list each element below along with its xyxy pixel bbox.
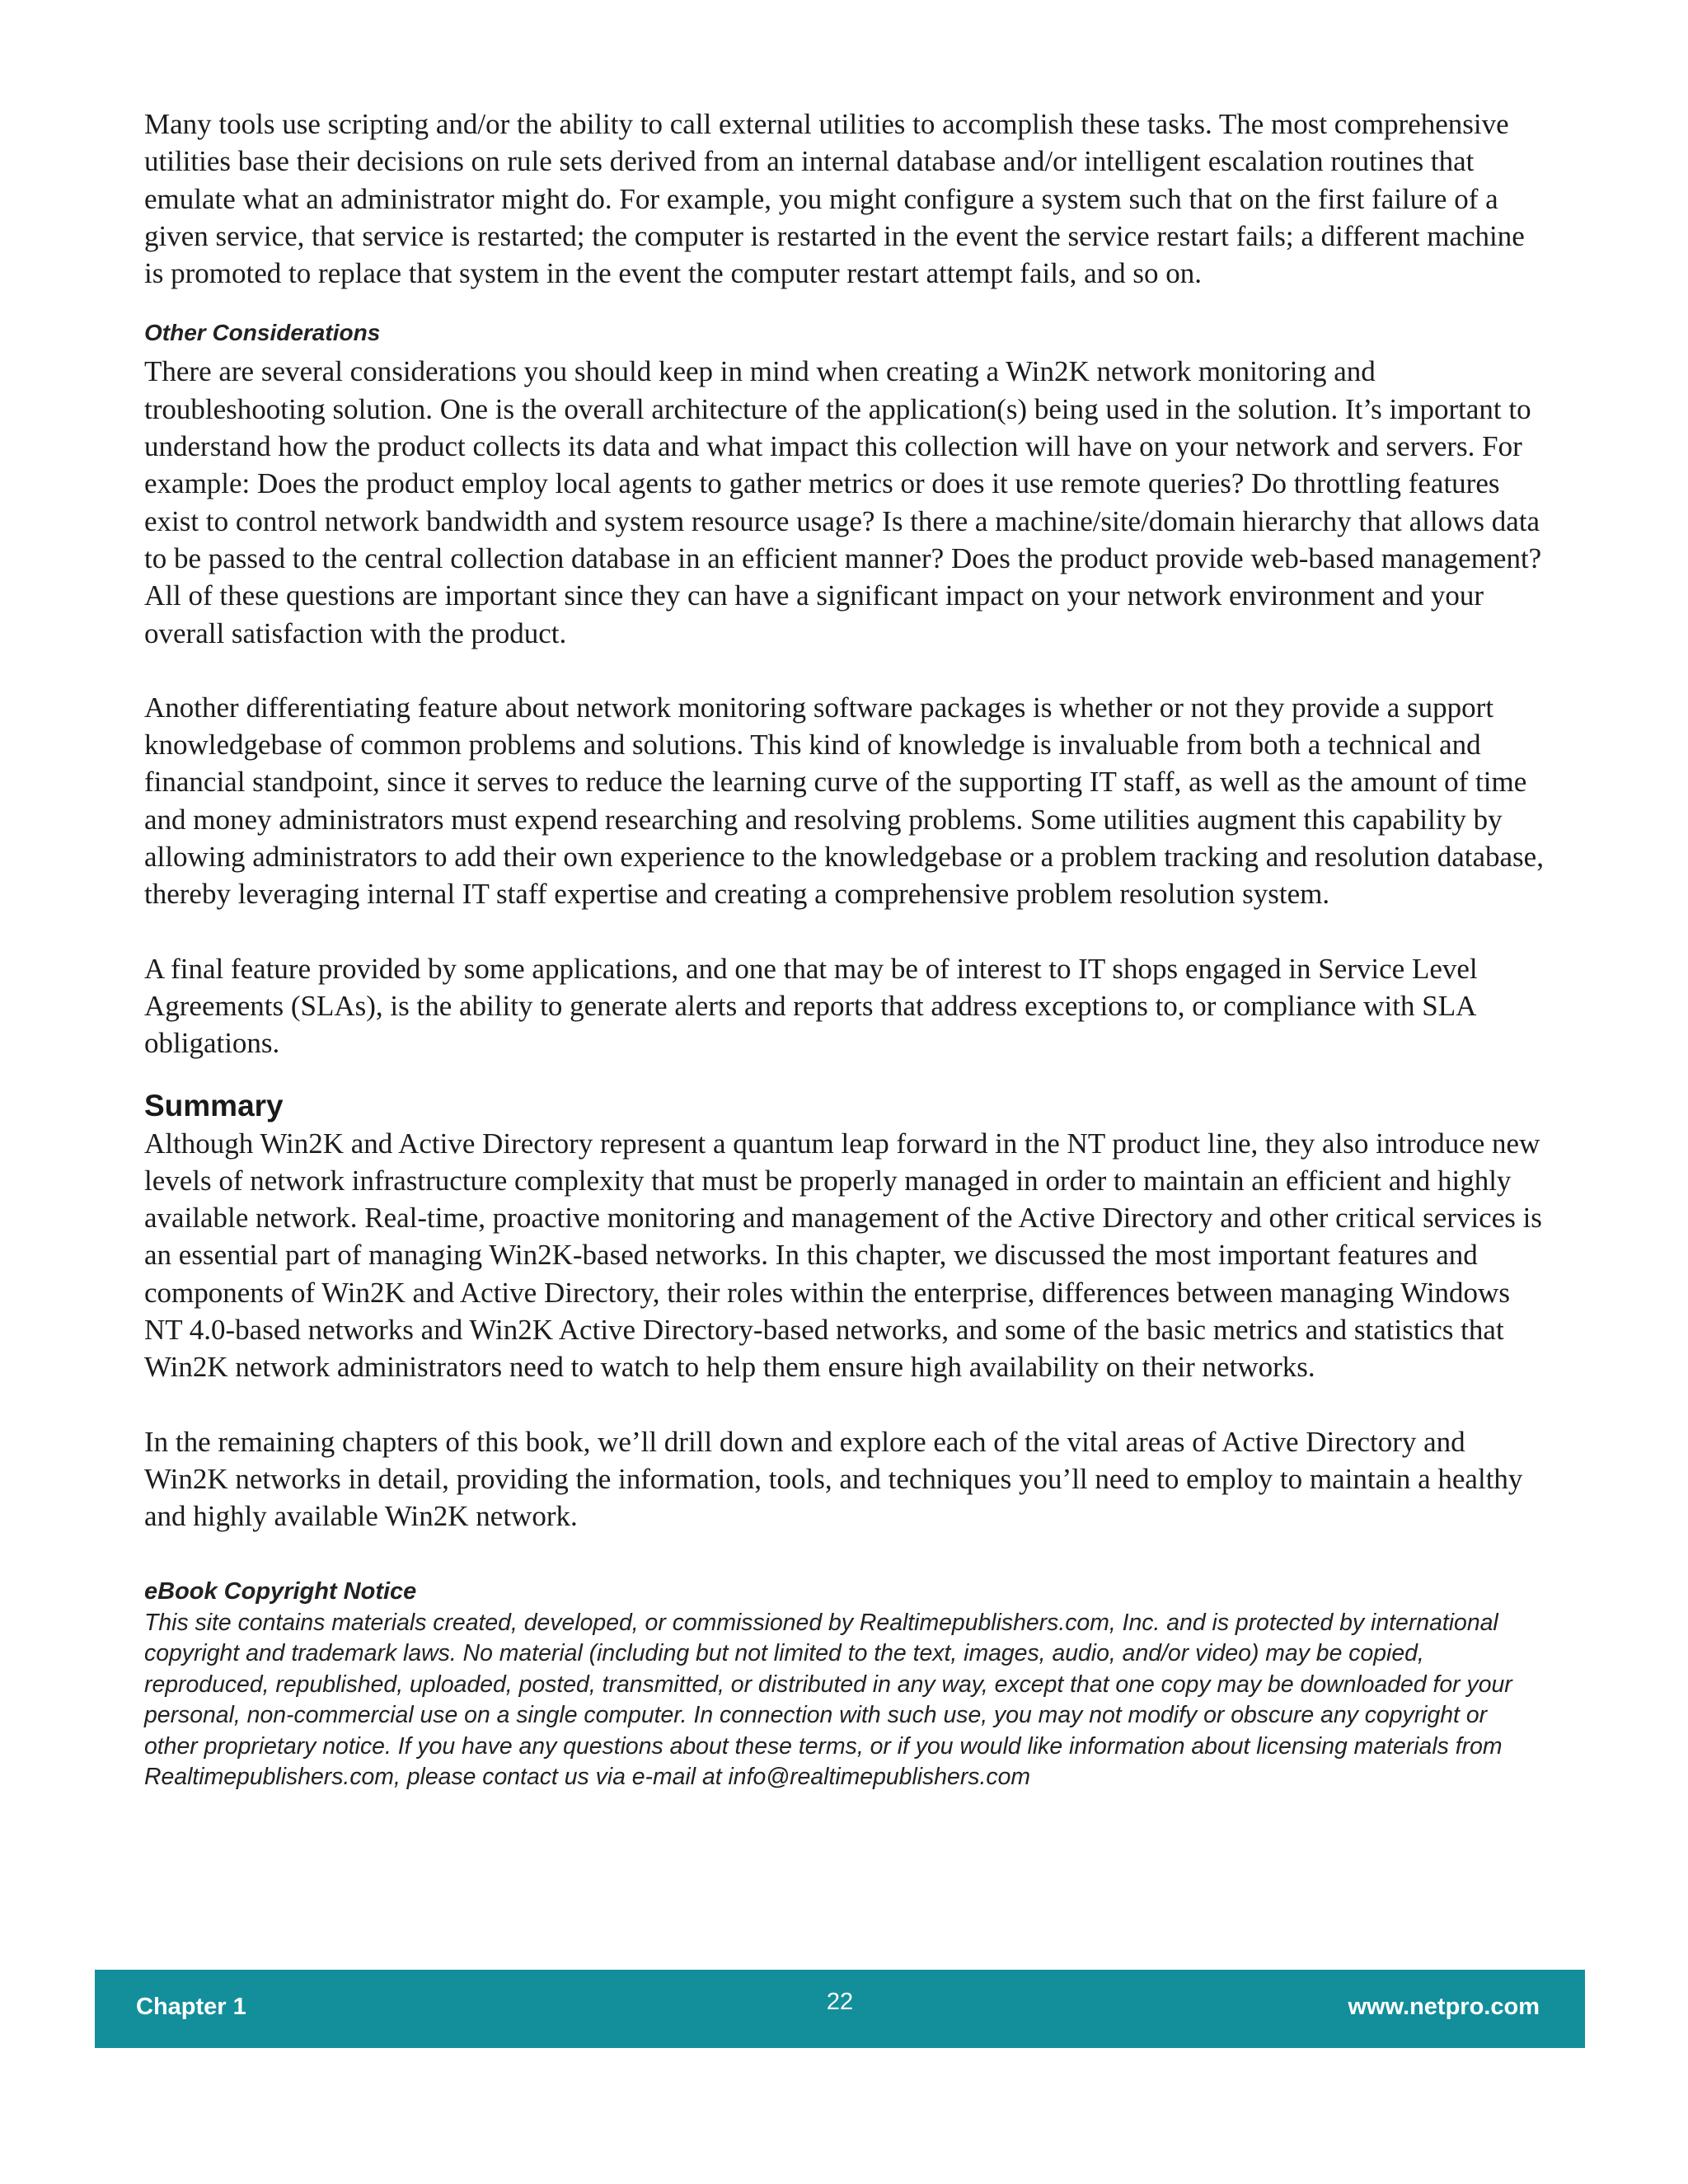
other-considerations-heading: Other Considerations <box>144 320 381 346</box>
copyright-notice-title: eBook Copyright Notice <box>144 1577 417 1605</box>
summary-paragraph-2: In the remaining chapters of this book, we’ll drill down and explore each of the vital areas of Active Directory and Win2K networks in detail, providing the information, tools, and techniques you’ll need to employ to maintain a healthy and highly available Win2K network. <box>144 1425 1523 1533</box>
other-considerations-paragraph-3: A final feature provided by some applications, and one that may be of interest to IT shops engaged in Service Level Agreements (SLAs), is the ability to generate alerts and reports that address exceptions to, or compliance with SLA obligations. <box>144 952 1478 1060</box>
page-content <box>144 105 1545 1793</box>
copyright-notice-text: This site contains materials created, developed, or commissioned by Realtimepublishers.com, Inc. and is protected by international copyright and trademark laws. No material (including but not limited to the text, images, audio, and/or video) may be copied, reproduced, republished, uploaded, posted, transmitted, or distributed in any way, except that one copy may be downloaded for your personal, non-commercial use on a single computer. In connection with such use, you may not modify or obscure any copyright or other proprietary notice. If you have any questions about these terms, or if you would like information about licensing materials from Realtimepublishers.com, please contact us via e-mail at info@realtimepublishers.com <box>144 1609 1512 1791</box>
other-considerations-paragraph-1: There are several considerations you should keep in mind when creating a Win2K network monitoring and troubleshooting solution. One is the overall architecture of the application(s) being used in the solution. It’s important to understand how the product collects its data and what impact this collection will have on your network and servers. For example: Does the product employ local agents to gather metrics or does it use remote queries? Do throttling features exist to control network bandwidth and system resource usage? Is there a machine/site/domain hierarchy that allows data to be passed to the central collection database in an efficient manner? Does the product provide web-based management? All of these questions are important since they can have a significant impact on your network environment and your overall satisfaction with the product. <box>144 355 1542 649</box>
summary-heading: Summary <box>144 1088 284 1122</box>
other-considerations-paragraph-2: Another differentiating feature about network monitoring software packages is whether or not they provide a support knowledgebase of common problems and solutions. This kind of knowledge is invaluable from both a technical and financial standpoint, since it serves to reduce the learning curve of the supporting IT staff, as well as the amount of time and money administrators must expend researching and resolving problems. Some utilities augment this capability by allowing administrators to add their own experience to the knowledgebase or a problem tracking and resolution database, thereby leveraging internal IT staff expertise and creating a comprehensive problem resolution system. <box>144 691 1544 911</box>
footer-page-number: 22 <box>826 1989 854 2015</box>
summary-paragraph-1: Although Win2K and Active Directory represent a quantum leap forward in the NT product line, they also introduce new levels of network infrastructure complexity that must be properly managed in order to maintain an efficient and highly available network. Real-time, proactive monitoring and management of the Active Directory and other critical services is an essential part of managing Win2K-based networks. In this chapter, we discussed the most important features and components of Win2K and Active Directory, their roles within the enterprise, differences between managing Windows NT 4.0-based networks and Win2K Active Directory-based networks, and some of the basic metrics and statistics that Win2K network administrators need to watch to help them ensure high availability on their networks. <box>144 1127 1542 1384</box>
intro-paragraph: Many tools use scripting and/or the ability to call external utilities to accomplish these tasks. The most comprehensive utilities base their decisions on rule sets derived from an internal database and/or intelligent escalation routines that emulate what an administrator might do. For example, you might configure a system such that on the first failure of a given service, that service is restarted; the computer is restarted in the event the service restart fails; a different machine is promoted to replace that system in the event the computer restart attempt fails, and so on. <box>144 108 1525 290</box>
footer-website-link[interactable]: www.netpro.com <box>1348 1994 1540 2020</box>
footer-bar <box>95 1970 1585 2048</box>
footer-chapter: Chapter 1 <box>136 1994 246 2020</box>
